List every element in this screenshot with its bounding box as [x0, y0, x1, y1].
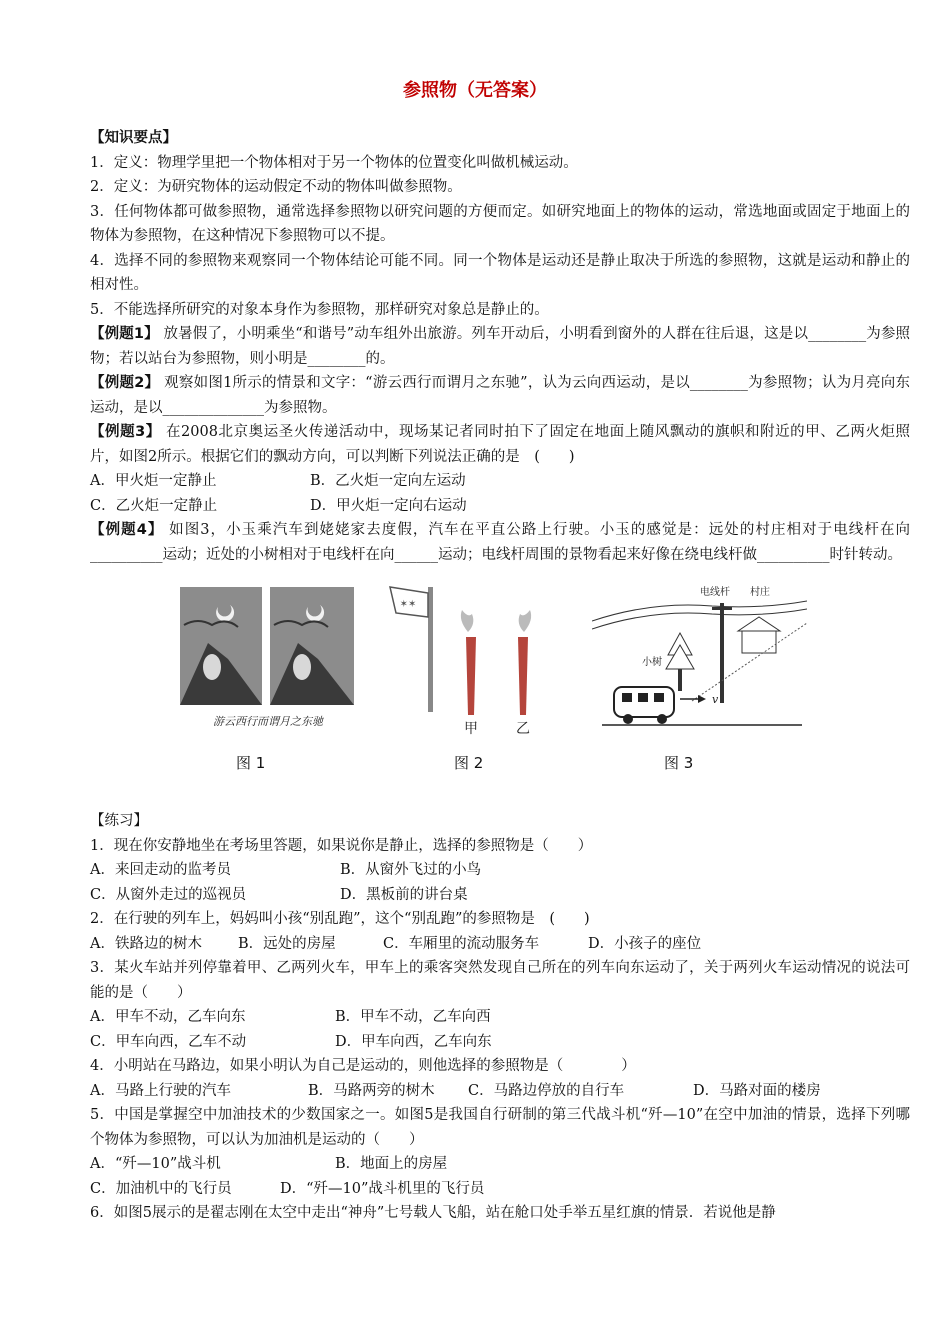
torch-flame-jia-icon: [461, 610, 473, 632]
option: C．马路边停放的自行车: [468, 1082, 625, 1099]
practice-question: 1．现在你安静地坐在考场里答题，如果说你是静止，选择的参照物是（ ）: [90, 837, 593, 854]
option: B．乙火炬一定向左运动: [310, 473, 466, 489]
option: B．远处的房屋: [238, 935, 336, 952]
example-3-options-row1: [90, 469, 910, 494]
option: A．“歼—10”战斗机: [90, 1156, 221, 1172]
figure-1-text: 游云西行而谓月之东驰: [213, 715, 323, 728]
practice-question: 3．某火车站并列停靠着甲、乙两列火车，甲车上的乘客突然发现自己所在的列车向东运动了，关于两列火车运动情况的说法可能的是（ ）: [90, 960, 910, 1001]
option: A．来回走动的监考员: [90, 862, 231, 878]
example-3-options-row2: [90, 494, 910, 519]
option: B．甲车不动，乙车向西: [335, 1009, 491, 1025]
knowledge-item: 1．定义：物理学里把一个物体相对于另一个物体的位置变化叫做机械运动。: [90, 154, 578, 171]
knowledge-item: 4．选择不同的参照物来观察同一个物体结论可能不同。同一个物体是运动还是静止取决于所选的参照物，这就是运动和静止的相对性。: [90, 252, 910, 293]
practice-options: [90, 1005, 910, 1030]
example-label: 【例题2】: [90, 375, 160, 391]
knowledge-item: 5．不能选择所研究的对象本身作为参照物，那样研究对象总是静止的。: [90, 301, 549, 318]
tree-label: 小树: [642, 657, 662, 668]
practice-options: [90, 1079, 910, 1104]
knowledge-item: 2．定义：为研究物体的运动假定不动的物体叫做参照物。: [90, 179, 462, 195]
option: D．“歼—10”战斗机里的飞行员: [280, 1180, 485, 1197]
figures-row: [90, 573, 910, 809]
figure-2-caption: 图 2: [454, 754, 484, 772]
practice-options: [90, 1152, 910, 1177]
option: D．甲火炬一定向右运动: [310, 497, 467, 514]
content: [90, 126, 910, 1226]
example-1: [90, 322, 910, 371]
example-label: 【例题4】: [90, 522, 164, 538]
page-title: 参照物（无答案）: [403, 80, 547, 101]
torch-yi-icon: [518, 637, 528, 715]
option: C．加油机中的飞行员: [90, 1180, 232, 1197]
option: B．地面上的房屋: [335, 1156, 448, 1172]
option: B．马路两旁的树木: [308, 1082, 435, 1099]
practice-question: 5．中国是掌握空中加油技术的少数国家之一。如图5是我国自行研制的第三代战斗机“歼—10”在空中加油的情景，选择下列哪个物体为参照物，可以认为加油机是运动的（ ）: [90, 1107, 910, 1148]
practice-question: 4．小明站在马路边，如果小明认为自己是运动的，则他选择的参照物是（ ）: [90, 1058, 636, 1074]
knowledge-heading: 【知识要点】: [90, 129, 177, 146]
option: A．甲火炬一定静止: [90, 473, 217, 489]
example-text: 如图3，小玉乘汽车到姥姥家去度假，汽车在平直公路上行驶。小玉的感觉是：远处的村庄相对于电线杆在向__________运动；近处的小树相对于电线杆在向______运动；电线杆周围的景物看起来好像在绕电线杆做__________时针转动。: [90, 522, 911, 563]
flag-stars-icon: ✶✶: [399, 599, 417, 610]
option: C．车厢里的流动服务车: [383, 935, 540, 952]
torch-jia-icon: [466, 637, 476, 715]
practice-options: [90, 1030, 910, 1055]
example-label: 【例题1】: [90, 326, 159, 342]
option: C．甲车向西，乙车不动: [90, 1033, 247, 1050]
option: D．小孩子的座位: [588, 935, 702, 952]
option: A．铁路边的树木: [90, 935, 202, 952]
torch-label-yi: 乙: [516, 721, 530, 737]
practice-options: [90, 883, 910, 908]
option: D．黑板前的讲台桌: [340, 886, 468, 903]
option: D．甲车向西，乙车向东: [335, 1033, 492, 1050]
torch-flame-yi-icon: [519, 610, 531, 632]
figure-1-caption: 图 1: [236, 754, 266, 772]
velocity-label: v: [712, 693, 719, 706]
figure-2-image: [386, 577, 576, 747]
practice-options: [90, 932, 910, 957]
option: C．乙火炬一定静止: [90, 497, 218, 514]
option: C．从窗外走过的巡视员: [90, 886, 247, 903]
figure-3-caption: 图 3: [664, 754, 694, 772]
option: D．马路对面的楼房: [693, 1082, 821, 1099]
practice-question: 2．在行驶的列车上，妈妈叫小孩“别乱跑”，这个“别乱跑”的参照物是 ( ): [90, 911, 590, 927]
practice-options: [90, 858, 910, 883]
figure-3-image: [592, 581, 807, 741]
practice-heading: 【练习】: [90, 813, 148, 829]
example-4: [90, 518, 910, 567]
figure-1-image: [178, 585, 358, 735]
example-text: 观察如图1所示的情景和文字：“游云西行而谓月之东驰”，认为云向西运动，是以________为参照物；认为月亮向东运动，是以______________为参照物。: [90, 375, 911, 416]
torch-label-jia: 甲: [464, 721, 478, 737]
utility-pole-icon: [720, 603, 724, 703]
practice-question: 6．如图5展示的是翟志刚在太空中走出“神舟”七号载人飞船，站在舱口处手举五星红旗的情景．若说他是静: [90, 1205, 776, 1221]
village-label: 村庄: [750, 587, 770, 598]
example-label: 【例题3】: [90, 424, 161, 440]
example-2: [90, 371, 910, 420]
house-icon: [742, 631, 776, 653]
option: A．甲车不动，乙车向东: [90, 1009, 246, 1025]
knowledge-item: 3．任何物体都可做参照物，通常选择参照物以研究问题的方便而定。如研究地面上的物体的运动，常选地面或固定于地面上的物体为参照物，在这种情况下参照物可以不提。: [90, 203, 910, 244]
option: A．马路上行驶的汽车: [90, 1082, 231, 1099]
example-text: 放暑假了，小明乘坐“和谐号”动车组外出旅游。列车开动后，小明看到窗外的人群在往后退，这是以________为参照物；若以站台为参照物，则小明是________的。: [90, 326, 910, 367]
pole-label: 电线杆: [700, 587, 730, 598]
option: B．从窗外飞过的小鸟: [340, 862, 482, 878]
practice-options: [90, 1177, 910, 1202]
example-3: [90, 420, 910, 469]
example-text: 在2008北京奥运圣火传递活动中，现场某记者同时拍下了固定在地面上随风飘动的旗帜和附近的甲、乙两火炬照片，如图2所示。根据它们的飘动方向，可以判断下列说法正确的是 ( ): [90, 424, 911, 465]
